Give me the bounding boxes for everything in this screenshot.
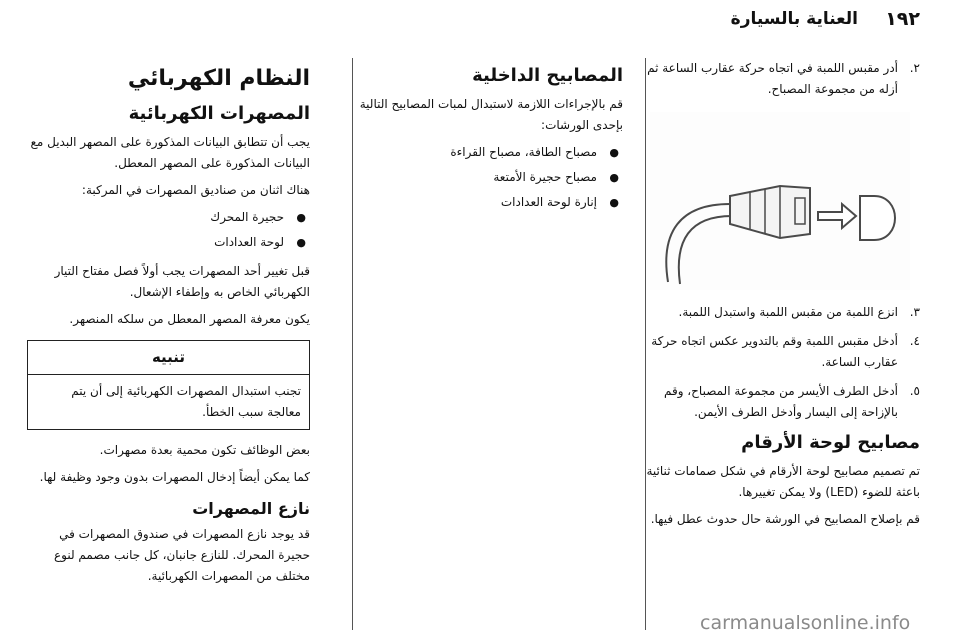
- step-2: [635, 58, 920, 100]
- notice-title: تنبيه: [28, 341, 309, 375]
- section-heading-interior-lights: المصابيح الداخلية: [472, 65, 623, 86]
- step-number: ٥.: [909, 384, 920, 398]
- step-4: [635, 331, 920, 373]
- list-item: ● مصباح الطافة، مصباح القراءة: [341, 142, 623, 163]
- paragraph: يجب أن تتطابق البيانات المذكورة على المصهر البديل مع البيانات المذكورة على المصهر المعطل.: [30, 135, 310, 170]
- step-text: أدخل مقبس اللمبة وقم بالتدوير عكس اتجاه حركة عقارب الساعة.: [651, 334, 898, 369]
- left-column: [27, 58, 310, 593]
- bullet-list: [341, 142, 623, 213]
- step-number: ٣.: [909, 305, 920, 319]
- page-title: العناية بالسيارة: [730, 9, 858, 29]
- paragraph: قم بإصلاح المصابيح في الورشة حال حدوث عطل فيها.: [650, 512, 920, 526]
- step-3: [635, 302, 920, 323]
- list-item: ● لوحة العدادات: [27, 232, 310, 253]
- list-item: ● حجيرة المحرك: [27, 207, 310, 228]
- page-header: [0, 0, 960, 40]
- notice-text: تجنب استبدال المصهرات الكهربائية إلى أن يتم معالجة سبب الخطأ.: [71, 384, 301, 419]
- section-heading-fuse-puller: نازع المصهرات: [192, 499, 310, 518]
- paragraph: بعض الوظائف تكون محمية بعدة مصهرات.: [99, 443, 310, 457]
- middle-column: [341, 58, 623, 221]
- step-5: [635, 381, 920, 423]
- page-number: ١٩٢: [885, 8, 920, 30]
- step-text: انزع اللمبة من مقبس اللمبة واستبدل اللمبة.: [678, 305, 898, 319]
- step-text: أدر مقبس اللمبة في اتجاه حركة عقارب الساعة ثم أزله من مجموعة المصباح.: [647, 61, 898, 96]
- notice-box: [27, 340, 310, 430]
- watermark: carmanualsonline.info: [700, 612, 911, 634]
- section-heading-number-plate-lights: مصابيح لوحة الأرقام: [741, 432, 920, 453]
- paragraph: تم تصميم مصابيح لوحة الأرقام في شكل صمامات ثنائية باعثة للضوء (LED) ولا يمكن تغييرها.: [646, 464, 920, 499]
- paragraph: كما يمكن أيضاً إدخال المصهرات بدون وجود وظيفة لها.: [39, 470, 310, 484]
- paragraph: قد يوجد نازع المصهرات في صندوق المصهرات في حجيرة المحرك. للنازع جانبان، كل جانب مصمم لنوع مختلف من المصهرات الكهربائية.: [53, 527, 310, 583]
- step-number: ٢.: [909, 61, 920, 75]
- bullet-list: [27, 207, 310, 253]
- bulb-socket-figure: [650, 112, 910, 290]
- paragraph: قبل تغيير أحد المصهرات يجب أولاً فصل مفتاح التيار الكهربائي الخاص به وإطفاء الإشعال.: [54, 264, 310, 299]
- step-number: ٤.: [909, 334, 920, 348]
- bulb-socket-illustration: [650, 112, 910, 290]
- section-title-electrical-system: النظام الكهربائي: [127, 66, 310, 91]
- paragraph: يكون معرفة المصهر المعطل من سلكه المنصهر.: [69, 312, 310, 326]
- step-text: أدخل الطرف الأيسر من مجموعة المصباح، وقم بالإزاحة إلى اليسار وأدخل الطرف الأيمن.: [663, 384, 898, 419]
- list-item: ● مصباح حجيرة الأمتعة: [341, 167, 623, 188]
- right-column: [635, 58, 920, 536]
- paragraph: قم بالإجراءات اللازمة لاستبدال لمبات المصابيح التالية بإحدى الورشات:: [359, 97, 623, 132]
- section-heading-fuses: المصهرات الكهربائية: [128, 103, 310, 124]
- list-item: ● إنارة لوحة العدادات: [341, 192, 623, 213]
- paragraph: هناك اثنان من صناديق المصهرات في المركبة:: [81, 183, 310, 197]
